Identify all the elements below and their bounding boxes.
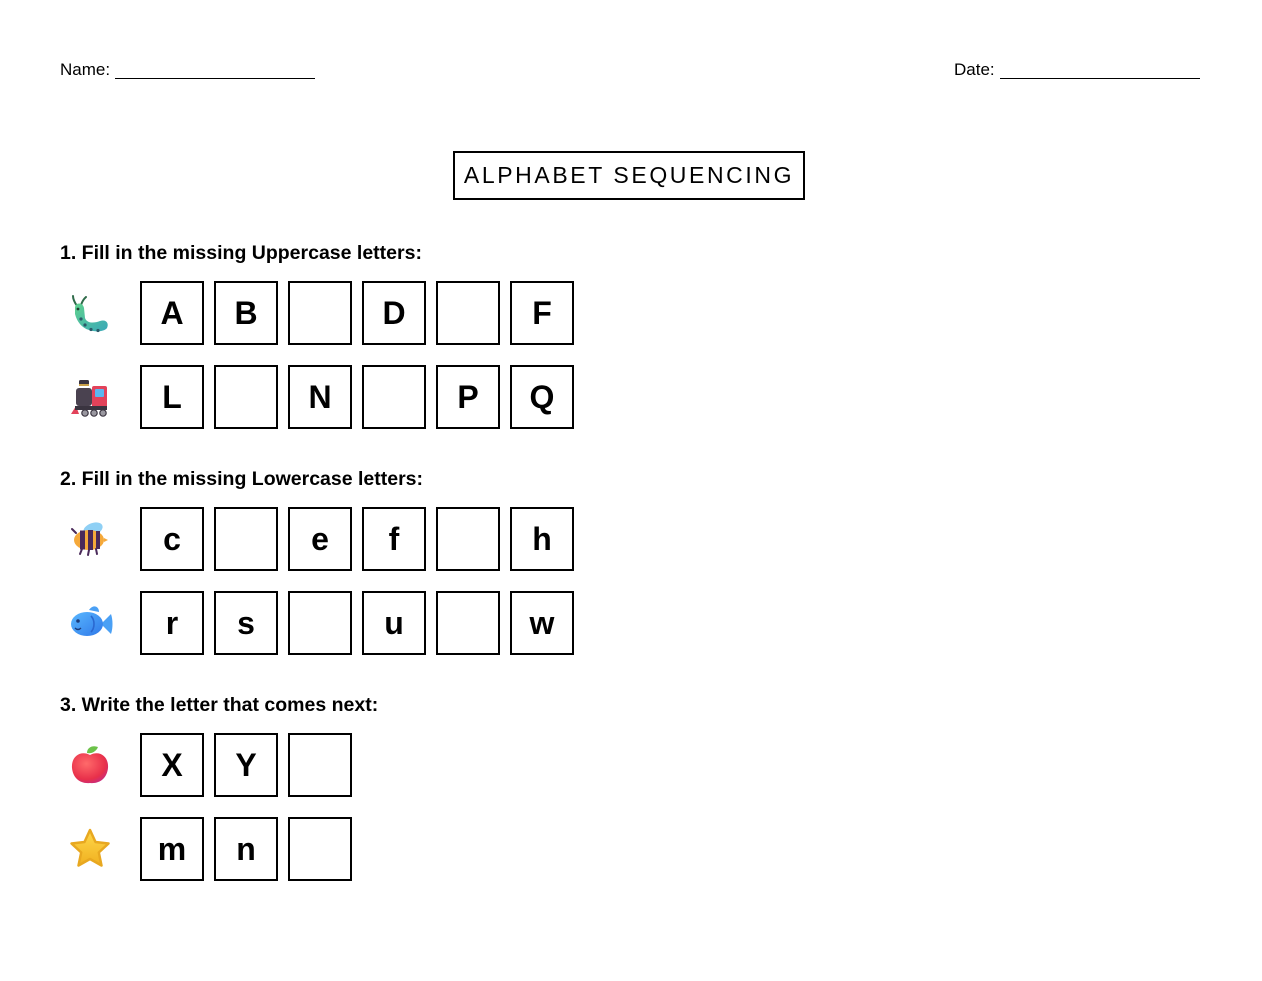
blank-letter-box[interactable] (362, 365, 426, 429)
letter-box: n (214, 817, 278, 881)
next-letter-row-1 (60, 733, 362, 797)
letter-box: m (140, 817, 204, 881)
section-3-heading: 3. Write the letter that comes next: (60, 694, 379, 716)
letter-box: f (362, 507, 426, 571)
letter-box: F (510, 281, 574, 345)
letter-box: P (436, 365, 500, 429)
next-letter-row-2 (60, 817, 362, 881)
letter-box: e (288, 507, 352, 571)
letter-box: L (140, 365, 204, 429)
letter-box: h (510, 507, 574, 571)
name-field (60, 60, 315, 80)
letter-box: N (288, 365, 352, 429)
date-input-line[interactable] (1000, 64, 1200, 79)
letter-box: B (214, 281, 278, 345)
name-label: Name: (60, 60, 111, 79)
letter-box: A (140, 281, 204, 345)
blank-letter-box[interactable] (288, 817, 352, 881)
uppercase-row-2 (60, 365, 584, 429)
blank-letter-box[interactable] (214, 507, 278, 571)
lowercase-row-2 (60, 591, 584, 655)
worksheet-title-text: ALPHABET SEQUENCING (463, 162, 795, 188)
letter-box: r (140, 591, 204, 655)
section-2-heading: 2. Fill in the missing Lowercase letters: (60, 468, 424, 490)
train-icon (60, 365, 120, 429)
letter-box: X (140, 733, 204, 797)
letter-box: w (510, 591, 574, 655)
star-icon (60, 817, 120, 881)
letter-box: Y (214, 733, 278, 797)
letter-box: c (140, 507, 204, 571)
letter-box: s (214, 591, 278, 655)
worksheet-title (453, 151, 805, 200)
section-1-heading: 1. Fill in the missing Uppercase letters: (60, 242, 422, 264)
uppercase-row-1 (60, 281, 584, 345)
letter-box: u (362, 591, 426, 655)
lowercase-row-1 (60, 507, 584, 571)
caterpillar-icon (60, 281, 120, 345)
apple-icon (60, 733, 120, 797)
name-input-line[interactable] (115, 64, 315, 79)
blank-letter-box[interactable] (436, 591, 500, 655)
blank-letter-box[interactable] (436, 281, 500, 345)
blank-letter-box[interactable] (288, 591, 352, 655)
letter-box: D (362, 281, 426, 345)
date-label: Date: (954, 60, 995, 79)
bee-icon (60, 507, 120, 571)
letter-box: Q (510, 365, 574, 429)
blank-letter-box[interactable] (214, 365, 278, 429)
blank-letter-box[interactable] (288, 733, 352, 797)
blank-letter-box[interactable] (436, 507, 500, 571)
blank-letter-box[interactable] (288, 281, 352, 345)
date-field (954, 60, 1200, 80)
fish-icon (60, 591, 120, 655)
